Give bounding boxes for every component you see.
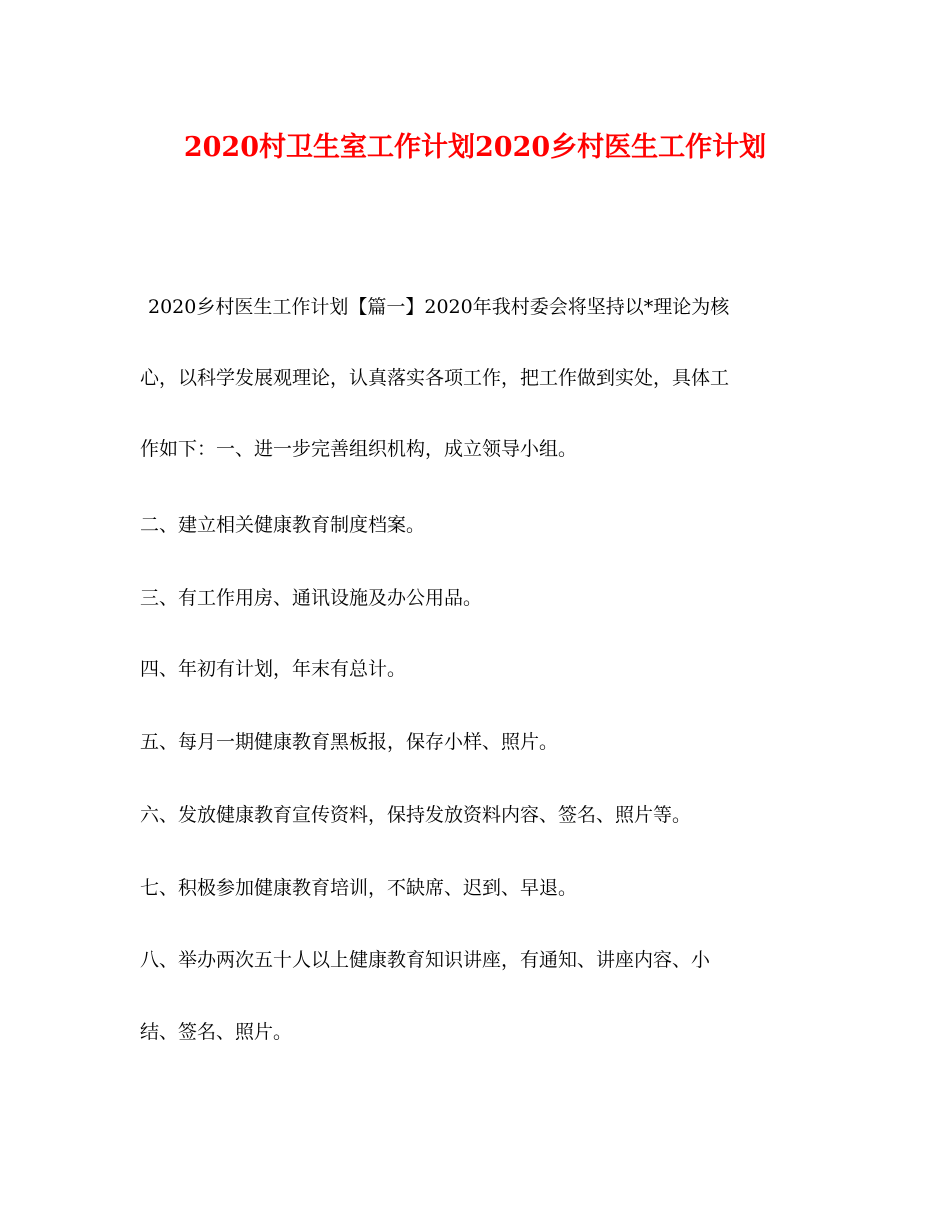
paragraph-line: 作如下：一、进一步完善组织机构，成立领导小组。 (140, 438, 578, 460)
document-title: 2020村卫生室工作计划2020乡村医生工作计划 (183, 132, 767, 163)
list-item: 五、每月一期健康教育黑板报，保存小样、照片。 (140, 731, 559, 753)
paragraph-line: 2020乡村医生工作计划【篇一】2020年我村委会将坚持以*理论为核 (148, 296, 730, 318)
list-item-continuation: 结、签名、照片。 (140, 1021, 293, 1043)
list-item: 六、发放健康教育宣传资料，保持发放资料内容、签名、照片等。 (140, 804, 692, 826)
list-item: 七、积极参加健康教育培训，不缺席、迟到、早退。 (140, 877, 578, 899)
list-item: 三、有工作用房、通讯设施及办公用品。 (140, 587, 483, 609)
list-item: 八、举办两次五十人以上健康教育知识讲座，有通知、讲座内容、小 (140, 949, 711, 971)
paragraph-line: 心，以科学发展观理论，认真落实各项工作，把工作做到实处，具体工 (140, 367, 730, 389)
list-item: 四、年初有计划，年末有总计。 (140, 658, 407, 680)
list-item: 二、建立相关健康教育制度档案。 (140, 514, 426, 536)
